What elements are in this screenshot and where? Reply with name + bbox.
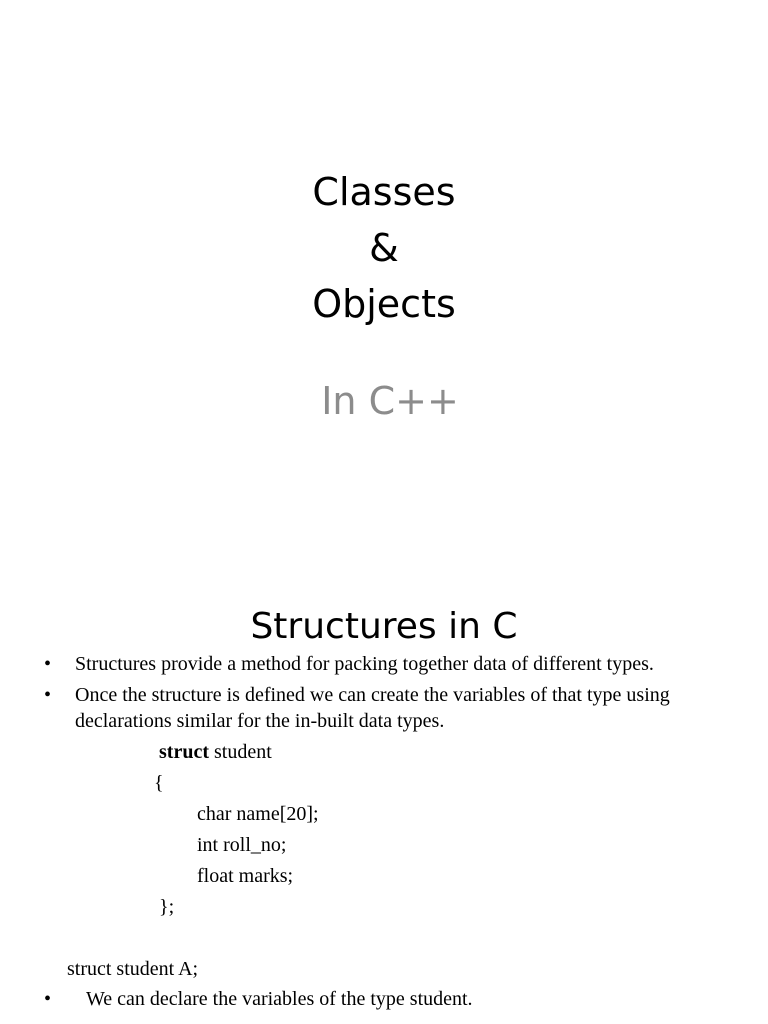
bullet-item	[0, 682, 768, 734]
code-member: char name[20];	[197, 803, 319, 825]
code-struct-name: student	[208, 741, 272, 763]
code-struct-header	[159, 739, 272, 765]
bullet-text: Structures provide a method for packing together data of different types.	[75, 653, 654, 675]
code-declaration: struct student A;	[67, 958, 199, 980]
code-member: int roll_no;	[197, 834, 287, 856]
slide-2	[0, 576, 768, 1024]
title-line-1: Classes	[312, 170, 456, 214]
slide-1-subtitle: In C++	[321, 379, 459, 423]
bullet-text: We can declare the variables of the type student.	[86, 988, 473, 1010]
code-close-brace: };	[159, 896, 175, 918]
bullet-marker: •	[44, 653, 52, 675]
slide-1-title	[0, 164, 768, 332]
bullet-list	[0, 651, 768, 739]
bullet-marker: •	[44, 988, 52, 1010]
code-keyword: struct	[159, 741, 209, 763]
bullet-marker: •	[44, 684, 52, 706]
bullet-item	[0, 651, 768, 677]
code-member: float marks;	[197, 865, 294, 887]
slide-2-title: Structures in C	[250, 606, 518, 647]
code-open-brace: {	[154, 772, 164, 794]
title-line-2: &	[369, 226, 399, 270]
title-line-3: Objects	[312, 282, 456, 326]
bullet-text: Once the structure is defined we can create the variables of that type using declarations similar for the in-built data types.	[75, 684, 670, 732]
